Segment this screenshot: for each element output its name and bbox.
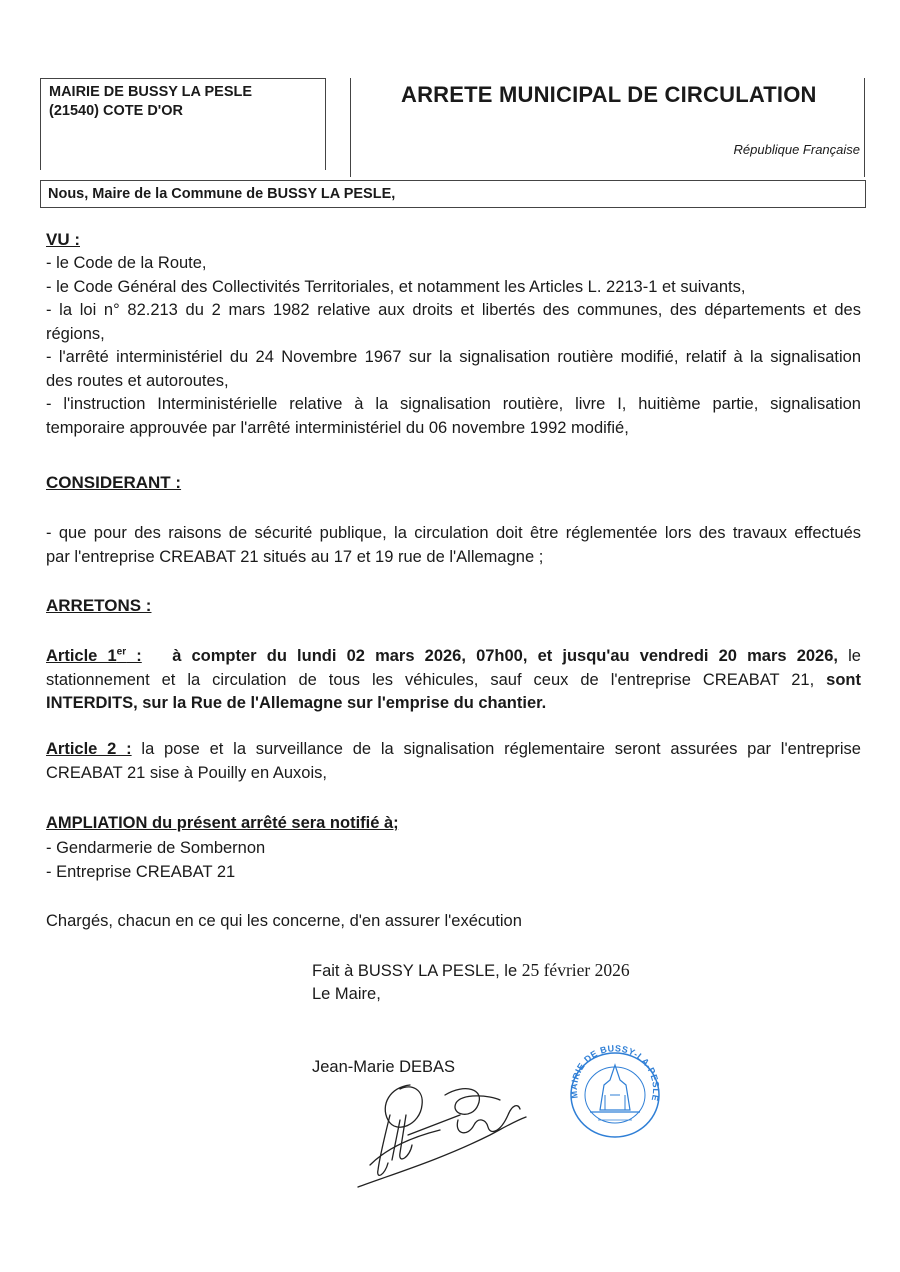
article-1-period: à compter du lundi 02 mars 2026, 07h00, et jusqu'au vendredi 20 mars 2026, [172,647,838,665]
mairie-stamp [560,1040,670,1140]
vu-item: temporaire approuvée par l'arrêté interministériel du 06 novembre 1992 modifié, [46,418,629,437]
mairie-box [40,78,326,170]
fait-line: Fait à BUSSY LA PESLE, le 25 février 2026 [312,960,630,980]
vu-item: - le Code de la Route, [46,254,207,272]
article-1 [46,645,861,716]
article-2 [46,738,861,785]
considerant-title: CONSIDERANT : [46,473,182,492]
article-1-label: Article 1er : [46,646,142,665]
considerant-text [46,522,861,569]
title-box [350,78,865,177]
document-title: ARRETE MUNICIPAL DE CIRCULATION [401,82,817,107]
mayor-name: Jean-Marie DEBAS [312,1058,456,1076]
considerant-line: par l'entreprise CREABAT 21 situés au 17 et 19 rue de l'Allemagne ; [46,547,544,566]
ampliation-title: AMPLIATION du présent arrêté sera notifié à; [46,814,399,832]
vu-item: des routes et autoroutes, [46,371,229,390]
vu-item: régions, [46,324,105,343]
arretons-title: ARRETONS : [46,596,152,615]
article-1-after: le [837,647,861,665]
svg-text:MAIRIE DE BUSSY-LA-PESLE: MAIRIE DE BUSSY-LA-PESLE [568,1043,662,1103]
mairie-name: MAIRIE DE BUSSY LA PESLE [49,84,253,100]
considerant-line: - que pour des raisons de sécurité publique, la circulation doit être réglementée lors des travaux effectués [46,524,861,542]
charges-text: Chargés, chacun en ce qui les concerne, d'en assurer l'exécution [46,912,522,930]
republic-label: République Française [733,142,860,157]
article-1-line: INTERDITS, sur la Rue de l'Allemagne sur l'emprise du chantier. [46,694,547,712]
vu-title: VU : [46,230,80,249]
signature-date: 25 février 2026 [521,960,630,980]
ampliation-list [46,837,861,884]
signature-image [350,1075,530,1195]
article-2-line: Article 2 : la pose et la surveillance de la signalisation réglementaire seront assurées par l'entreprise [46,740,861,758]
article-1-line: stationnement et la circulation de tous les véhicules, sauf ceux de l'entreprise CREABAT 21, sont [46,670,861,689]
vu-item: - la loi n° 82.213 du 2 mars 1982 relative aux droits et libertés des communes, des départements et des [46,301,861,319]
mairie-department: (21540) COTE D'OR [49,103,183,119]
ampliation-item: - Gendarmerie de Sombernon [46,839,266,857]
nous-bar: Nous, Maire de la Commune de BUSSY LA PESLE, [40,180,866,208]
ampliation-item: - Entreprise CREABAT 21 [46,862,236,881]
vu-item: - l'instruction Interministérielle relative à la signalisation routière, livre I, huitième partie, signalisation [46,395,861,413]
vu-item: - le Code Général des Collectivités Territoriales, et notamment les Articles L. 2213-1 et suivants, [46,277,746,296]
article-2-label: Article 2 : [46,740,132,758]
article-1-line [46,645,861,669]
mayor-role: Le Maire, [312,985,381,1003]
vu-item: - l'arrêté interministériel du 24 Novembre 1967 sur la signalisation routière modifié, relatif à la signalisation [46,348,861,366]
article-2-line: CREABAT 21 sise à Pouilly en Auxois, [46,763,327,782]
vu-list [46,252,861,440]
